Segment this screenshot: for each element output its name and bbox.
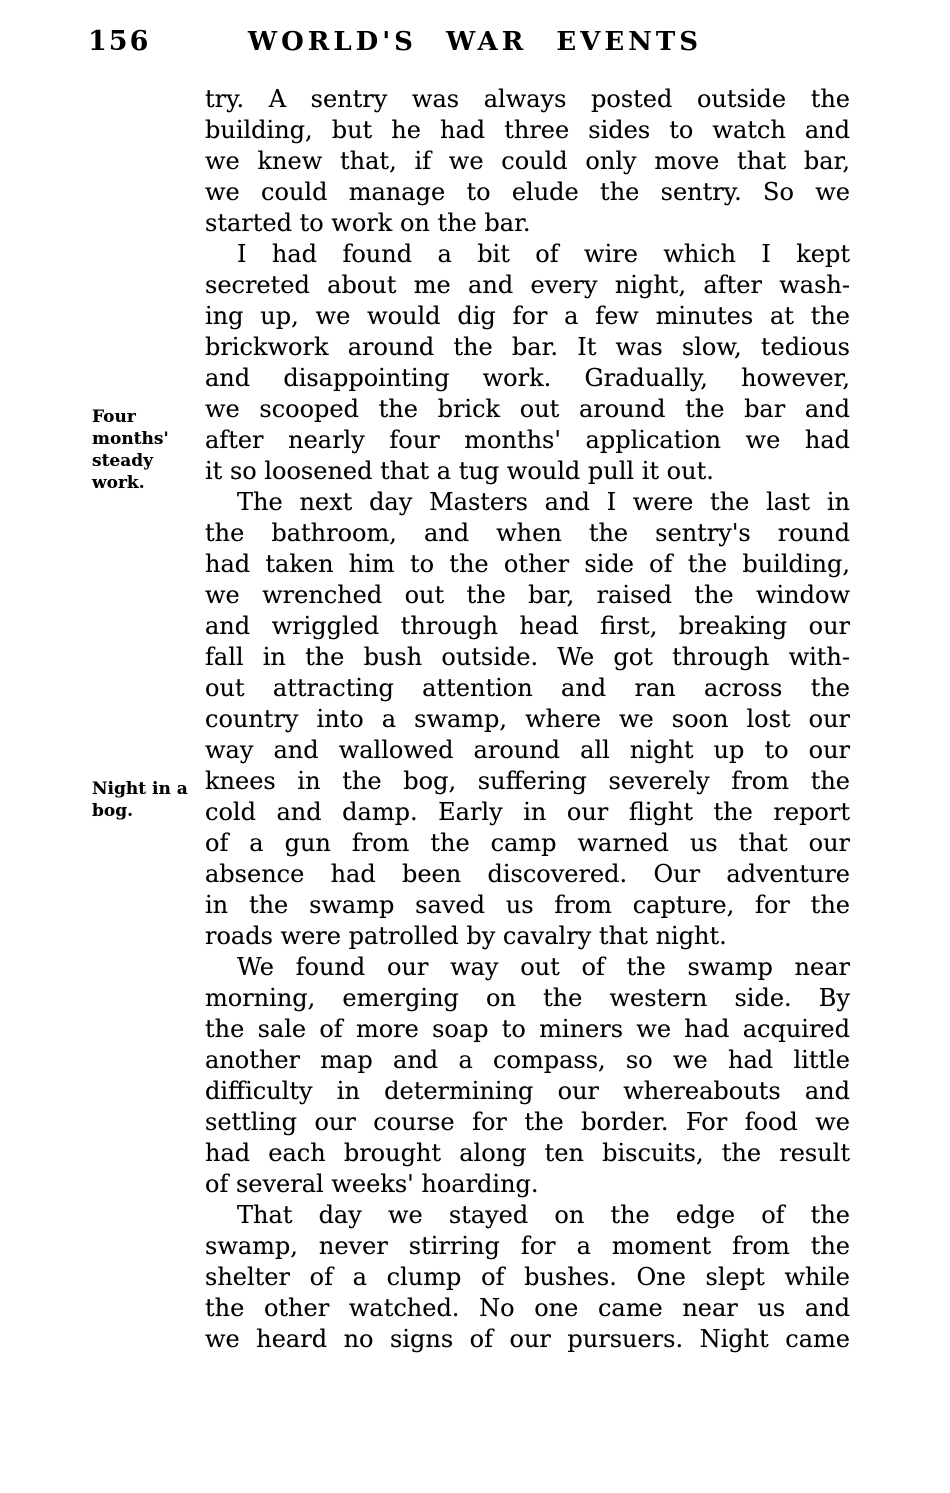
body-paragraph xyxy=(205,84,850,239)
body-line: it so loosened that a tug would pull it out. xyxy=(205,457,714,485)
body-line: in the swamp saved us from capture, for the xyxy=(205,891,850,919)
body-line: we wrenched out the bar, raised the window xyxy=(205,581,850,609)
body-line: the sale of more soap to miners we had acquired xyxy=(205,1015,850,1043)
body-line: and disappointing work. Gradually, however, xyxy=(205,364,850,392)
body-line: morning, emerging on the western side. By xyxy=(205,984,850,1012)
body-line: building, but he had three sides to watch and xyxy=(205,116,850,144)
body-line: had each brought along ten biscuits, the result xyxy=(205,1139,850,1167)
body-line: brickwork around the bar. It was slow, tedious xyxy=(205,333,850,361)
body-line: started to work on the bar. xyxy=(205,209,531,237)
margin-note-line: months' xyxy=(92,429,169,449)
body-line: ing up, we would dig for a few minutes at the xyxy=(205,302,850,330)
body-line: absence had been discovered. Our adventure xyxy=(205,860,850,888)
running-head-title: WORLD'S WAR EVENTS xyxy=(247,27,703,57)
body-line: out attracting attention and ran across the xyxy=(205,674,850,702)
body-paragraph xyxy=(205,1200,850,1355)
body-text xyxy=(205,84,850,1355)
body-line: and wriggled through head first, breaking our xyxy=(205,612,850,640)
body-line: country into a swamp, where we soon lost our xyxy=(205,705,850,733)
body-line: shelter of a clump of bushes. One slept while xyxy=(205,1263,850,1291)
body-paragraph xyxy=(205,952,850,1200)
body-line: fall in the bush outside. We got through with- xyxy=(205,643,850,671)
body-line: we heard no signs of our pursuers. Night came xyxy=(205,1325,850,1353)
body-line: had taken him to the other side of the building, xyxy=(205,550,850,578)
margin-note-line: Night in a xyxy=(92,779,188,799)
body-line: That day we stayed on the edge of the xyxy=(237,1201,850,1229)
body-line: secreted about me and every night, after wash- xyxy=(205,271,850,299)
margin-note-line: work. xyxy=(92,473,145,493)
body-line: we scooped the brick out around the bar and xyxy=(205,395,850,423)
body-paragraph xyxy=(205,487,850,952)
body-line: try. A sentry was always posted outside the xyxy=(205,85,850,113)
margin-note-line: bog. xyxy=(92,801,134,821)
body-paragraph xyxy=(205,239,850,487)
body-line: I had found a bit of wire which I kept xyxy=(237,240,850,268)
page-header xyxy=(0,26,950,60)
body-line: difficulty in determining our whereabouts and xyxy=(205,1077,850,1105)
page-number: 156 xyxy=(88,26,151,57)
body-line: of several weeks' hoarding. xyxy=(205,1170,539,1198)
body-line: cold and damp. Early in our flight the report xyxy=(205,798,850,826)
margin-note-night-in-a-bog xyxy=(92,778,200,822)
body-line: another map and a compass, so we had little xyxy=(205,1046,850,1074)
body-line: of a gun from the camp warned us that our xyxy=(205,829,850,857)
body-line: settling our course for the border. For food we xyxy=(205,1108,850,1136)
margin-note-four-months-steady-work xyxy=(92,406,200,494)
body-line: the bathroom, and when the sentry's round xyxy=(205,519,850,547)
body-line: we knew that, if we could only move that bar, xyxy=(205,147,850,175)
body-line: the other watched. No one came near us and xyxy=(205,1294,850,1322)
body-line: after nearly four months' application we had xyxy=(205,426,850,454)
body-line: roads were patrolled by cavalry that night. xyxy=(205,922,727,950)
margin-note-line: Four xyxy=(92,407,136,427)
body-line: knees in the bog, suffering severely from the xyxy=(205,767,850,795)
margin-note-line: steady xyxy=(92,451,154,471)
body-line: way and wallowed around all night up to our xyxy=(205,736,850,764)
body-line: We found our way out of the swamp near xyxy=(237,953,850,981)
body-line: The next day Masters and I were the last in xyxy=(237,488,850,516)
body-line: we could manage to elude the sentry. So we xyxy=(205,178,850,206)
body-line: swamp, never stirring for a moment from the xyxy=(205,1232,850,1260)
